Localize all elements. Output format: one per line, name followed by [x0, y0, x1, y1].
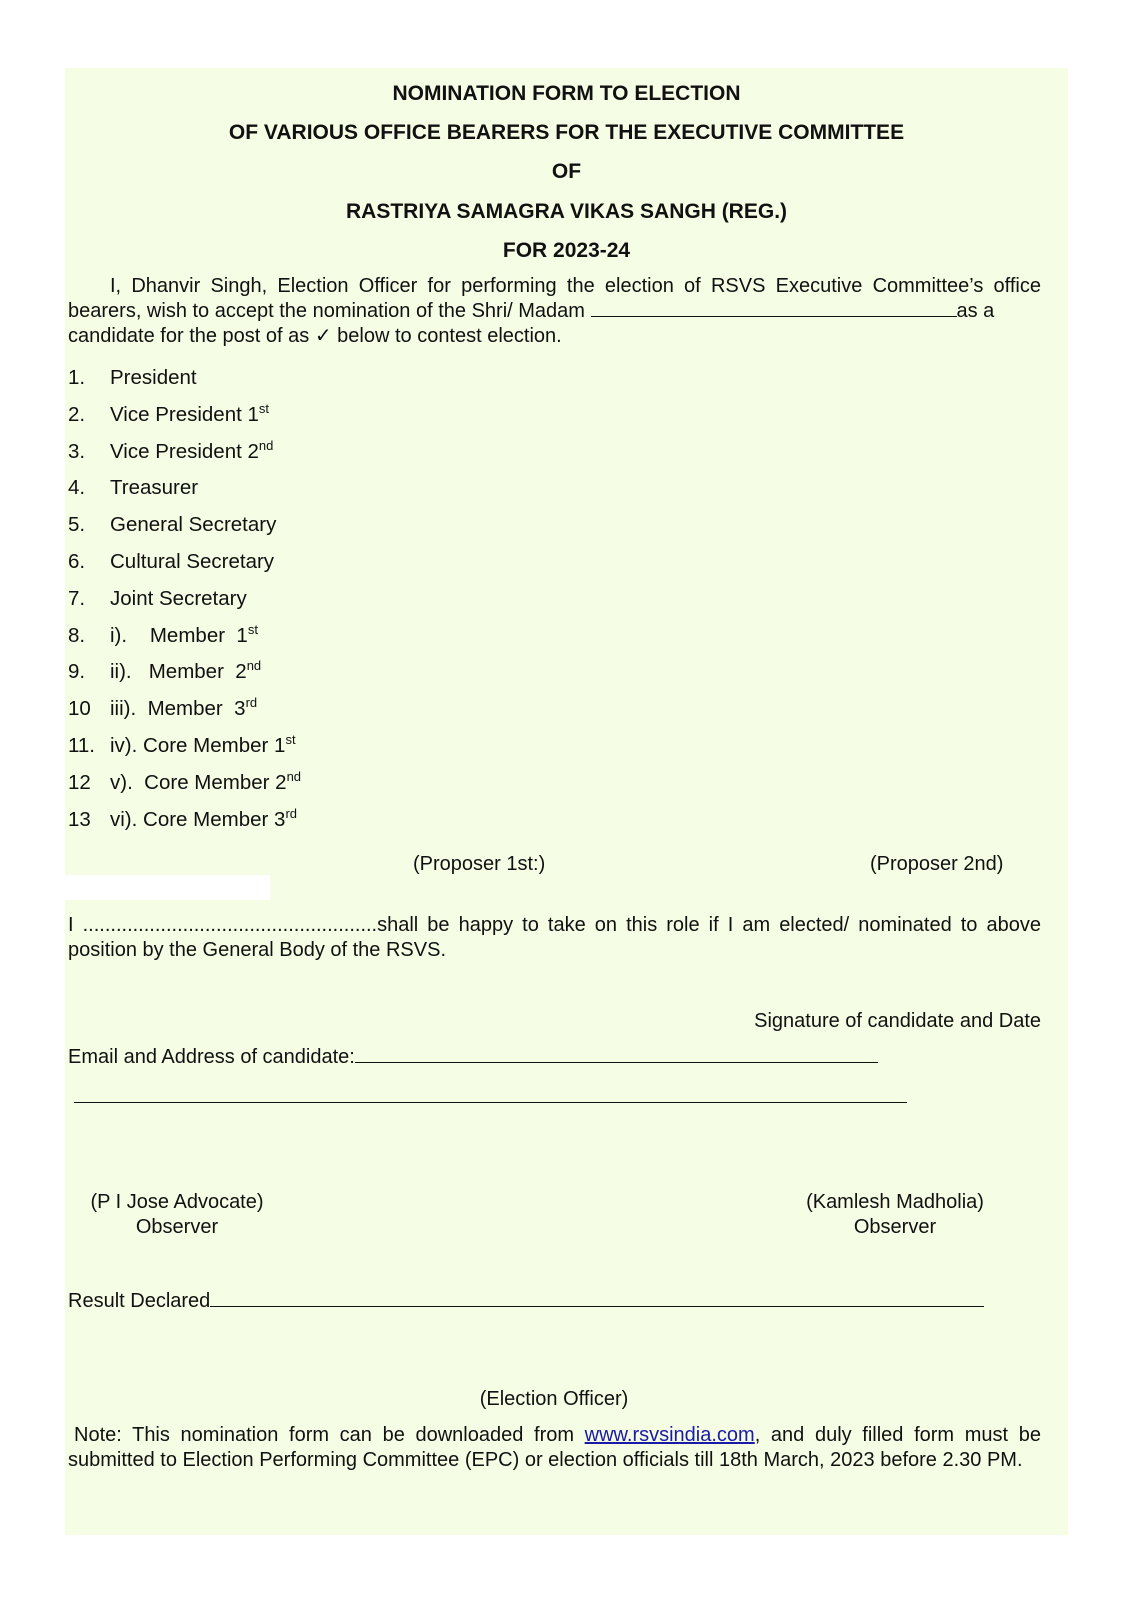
- result-declared-row: [68, 1289, 984, 1314]
- result-declared-label: Result Declared: [68, 1290, 211, 1312]
- post-label-text: President: [110, 366, 197, 389]
- email-address-blank[interactable]: [355, 1062, 878, 1063]
- post-label-text: Vice President 1: [110, 402, 259, 426]
- post-ordinal-suffix: nd: [246, 658, 262, 674]
- post-ordinal-suffix: rd: [245, 695, 258, 711]
- post-ordinal-suffix: st: [247, 621, 258, 637]
- post-label: [110, 507, 276, 544]
- post-label-text: iii). Member 3: [110, 697, 246, 721]
- post-number: 6.: [68, 549, 86, 573]
- observer-left: [77, 1190, 277, 1240]
- post-number: 7.: [68, 586, 86, 610]
- election-officer-label: (Election Officer): [479, 1388, 629, 1410]
- post-number: 2.: [68, 402, 86, 426]
- website-link[interactable]: www.rsvsindia.com: [584, 1424, 755, 1446]
- form-year: FOR 2023-24: [502, 239, 631, 262]
- intro-text-line-3: candidate for the post of as ✓ below to contest election.: [68, 325, 562, 347]
- form-title-line-2: OF VARIOUS OFFICE BEARERS FOR THE EXECUTIVE COMMITTEE: [228, 121, 905, 144]
- form-title-line-3: OF: [551, 160, 582, 183]
- post-label-text: ii). Member 2: [110, 660, 247, 684]
- post-label: [110, 654, 261, 691]
- post-ordinal-suffix: nd: [258, 437, 274, 453]
- post-label-text: i). Member 1: [110, 623, 248, 647]
- post-label-text: Joint Secretary: [110, 586, 247, 610]
- post-label: [110, 618, 258, 655]
- post-ordinal-suffix: rd: [285, 805, 297, 821]
- post-label: [110, 728, 296, 765]
- post-label: [110, 397, 269, 434]
- observer-left-role: Observer: [135, 1216, 219, 1238]
- post-label: [110, 802, 297, 839]
- post-label: [110, 544, 274, 581]
- post-number: 11.: [68, 733, 95, 757]
- white-patch: [65, 875, 270, 900]
- proposer-first-label: (Proposer 1st:): [413, 853, 546, 875]
- nomination-form-sheet: [65, 68, 1068, 1535]
- observer-right: [790, 1190, 1000, 1240]
- nominee-name-blank[interactable]: [591, 316, 957, 317]
- post-number: 5.: [68, 513, 86, 537]
- post-ordinal-suffix: st: [258, 400, 270, 416]
- post-number: 1.: [68, 366, 86, 389]
- post-number: 9.: [68, 660, 86, 684]
- post-number: 3.: [68, 439, 86, 463]
- post-label-text: Vice President 2: [110, 439, 259, 463]
- post-ordinal-suffix: nd: [286, 768, 302, 784]
- post-number: 4.: [68, 476, 86, 500]
- post-label-text: Cultural Secretary: [110, 549, 275, 573]
- intro-paragraph: [68, 274, 1041, 349]
- proposer-second-label: (Proposer 2nd): [870, 853, 1004, 875]
- form-title-line-1: NOMINATION FORM TO ELECTION: [392, 82, 741, 105]
- post-label: [110, 470, 198, 507]
- observer-left-name: (P I Jose Advocate): [90, 1191, 264, 1213]
- note-suffix: , and duly filled form must be submitted to Election Performing Committee (EPC) or election officials till 18th March, 2023 before 2.30 PM.: [68, 1424, 1041, 1471]
- organisation-name: RASTRIYA SAMAGRA VIKAS SANGH (REG.): [345, 200, 788, 223]
- declaration-paragraph: I .....................................................shall be happy to take on this role if I am elected/ nominated to above position by the General Body of the RSVS.: [68, 914, 1041, 961]
- note-paragraph: [68, 1423, 1041, 1473]
- intro-text-as-a: as a: [956, 300, 995, 322]
- post-label: [110, 434, 273, 471]
- post-label-text: iv). Core Member 1: [110, 733, 286, 757]
- note-prefix: Note: This nomination form can be downloaded from: [74, 1424, 585, 1446]
- post-label-text: General Secretary: [110, 513, 277, 537]
- observer-right-role: Observer: [853, 1216, 937, 1238]
- post-label-text: Treasurer: [110, 476, 199, 500]
- signature-label: Signature of candidate and Date: [754, 1010, 1041, 1032]
- post-number: 10: [68, 697, 91, 721]
- post-number: 13: [68, 807, 91, 831]
- post-label-text: vi). Core Member 3: [110, 807, 286, 831]
- post-label-text: v). Core Member 2: [110, 770, 287, 794]
- post-number: 8.: [68, 623, 86, 647]
- address-second-line[interactable]: [74, 1102, 907, 1103]
- post-label: [110, 691, 257, 728]
- intro-text: I, Dhanvir Singh, Election Officer for performing the election of RSVS Executive Committee’s office bearers, wish to accept the nomination of the Shri/ Madam: [68, 275, 1041, 322]
- email-address-row: [68, 1045, 878, 1070]
- email-address-label: Email and Address of candidate:: [68, 1046, 355, 1068]
- post-label: [110, 360, 197, 397]
- post-label: [110, 581, 247, 618]
- post-label: [110, 765, 301, 802]
- post-ordinal-suffix: st: [285, 732, 296, 748]
- result-declared-blank[interactable]: [210, 1306, 984, 1307]
- post-number: 12: [68, 770, 91, 794]
- observer-right-name: (Kamlesh Madholia): [806, 1191, 984, 1213]
